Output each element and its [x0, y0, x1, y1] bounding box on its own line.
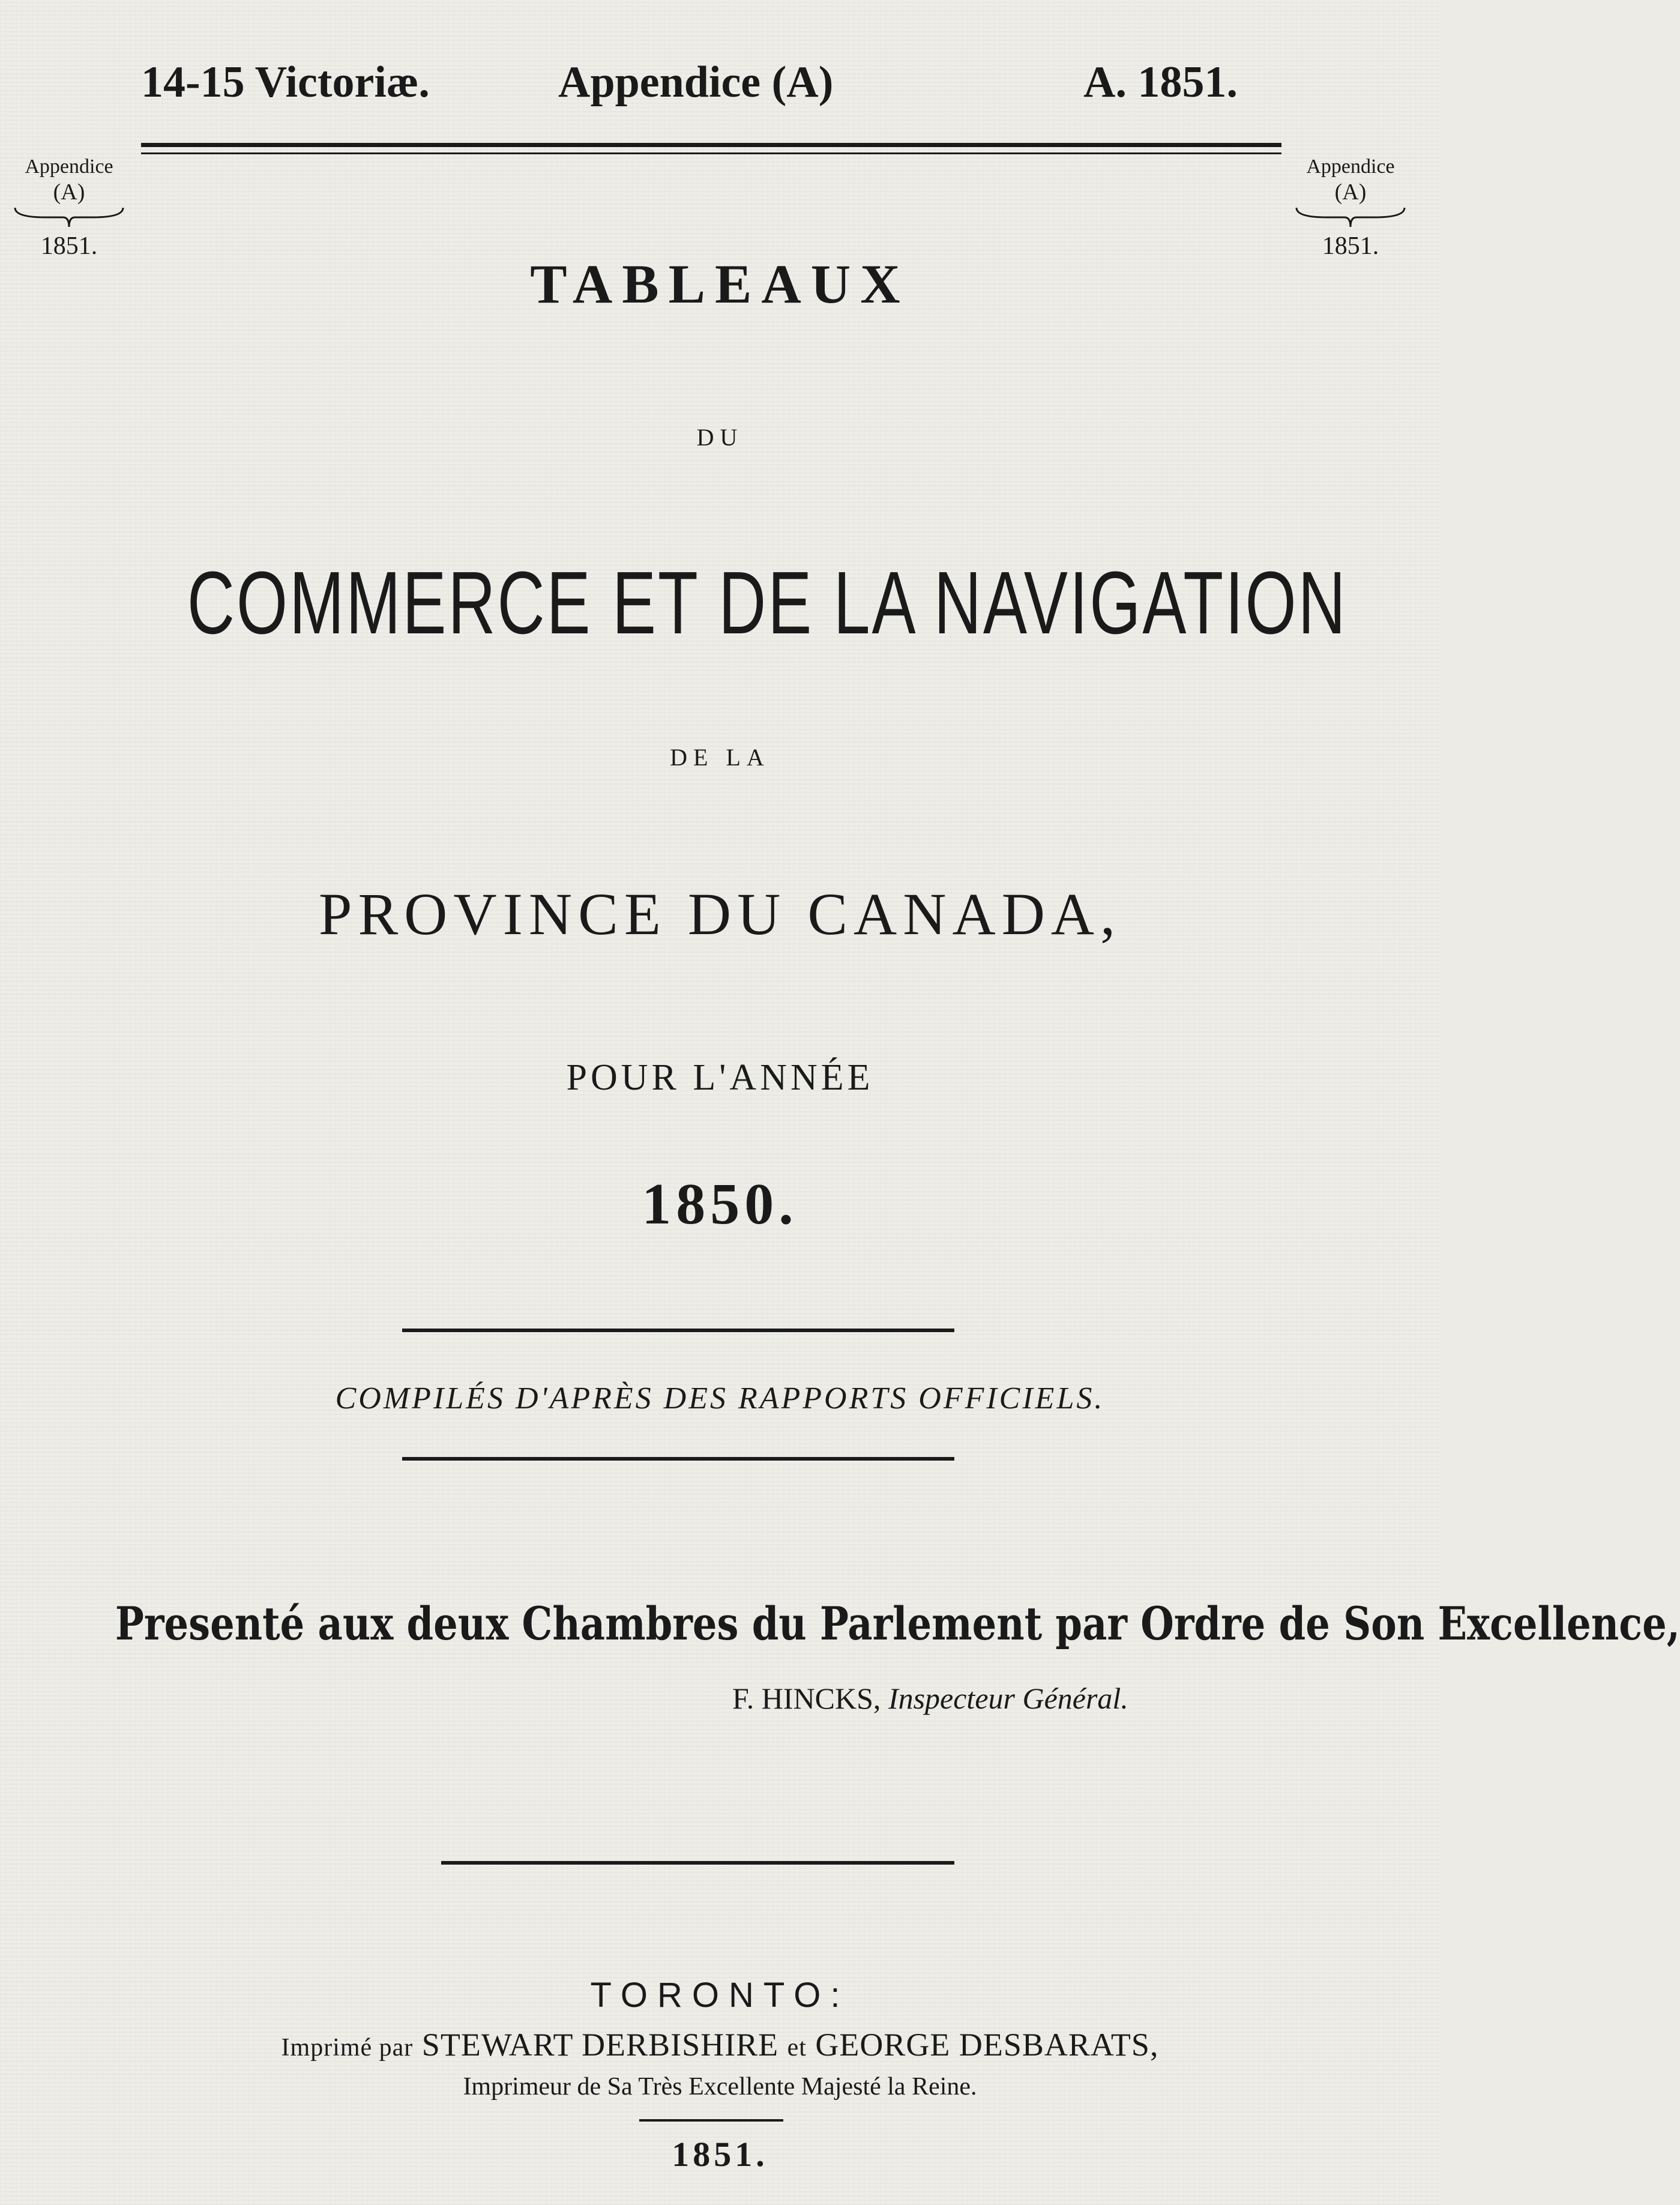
title-year: 1850.	[642, 1172, 798, 1237]
title-pour: POUR L'ANNÉE	[566, 1057, 874, 1098]
signer-name: F. HINCKS,	[732, 1682, 881, 1715]
header-center: Appendice (A)	[558, 58, 834, 107]
title-tableaux: TABLEAUX	[530, 253, 910, 315]
signature-block	[732, 1681, 1128, 1716]
side-left-year: 1851.	[40, 232, 98, 260]
side-left-letter: (A)	[53, 179, 85, 205]
imprint-prefix: Imprimé par	[281, 2034, 414, 2062]
subtitle-rule-top	[402, 1329, 954, 1332]
header-rule-thick	[141, 143, 1281, 147]
brace-icon	[1290, 205, 1411, 229]
imprint-short-rule	[639, 2119, 783, 2122]
brace-icon	[9, 205, 129, 229]
title-province: PROVINCE DU CANADA,	[318, 881, 1122, 947]
imprint-printers	[0, 2026, 1440, 2063]
printer-one: STEWART DERBISHIRE	[421, 2027, 779, 2063]
title-du: DU	[696, 424, 744, 451]
side-left-label: Appendice	[25, 155, 113, 178]
side-note-left	[0, 155, 138, 260]
printer-two: GEORGE DESBARATS,	[815, 2027, 1159, 2063]
imprint-et: et	[787, 2034, 807, 2062]
imprint-city: TORONTO:	[590, 1976, 850, 2015]
header-right: A. 1851.	[1083, 58, 1238, 107]
side-note-right	[1281, 155, 1420, 260]
title-commerce: COMMERCE ET DE LA NAVIGATION	[187, 554, 1347, 653]
side-right-label: Appendice	[1306, 155, 1395, 178]
title-de-la: DE LA	[670, 744, 770, 771]
printer-title: Imprimeur de Sa Très Excellente Majesté la Reine.	[463, 2073, 977, 2101]
header-rule-thin	[141, 152, 1281, 154]
subtitle: COMPILÉS D'APRÈS DES RAPPORTS OFFICIELS.	[335, 1381, 1105, 1416]
subtitle-rule-bottom	[402, 1457, 954, 1461]
signer-title: Inspecteur Général.	[888, 1682, 1128, 1715]
side-right-letter: (A)	[1334, 179, 1367, 205]
imprint-rule	[441, 1861, 954, 1865]
imprint-year: 1851.	[672, 2135, 768, 2174]
side-right-year: 1851.	[1322, 232, 1379, 260]
header-left: 14-15 Victoriæ.	[141, 58, 430, 107]
presented-line: Presenté aux deux Chambres du Parlement par Ordre de Son Excellence,	[115, 1597, 1680, 1650]
